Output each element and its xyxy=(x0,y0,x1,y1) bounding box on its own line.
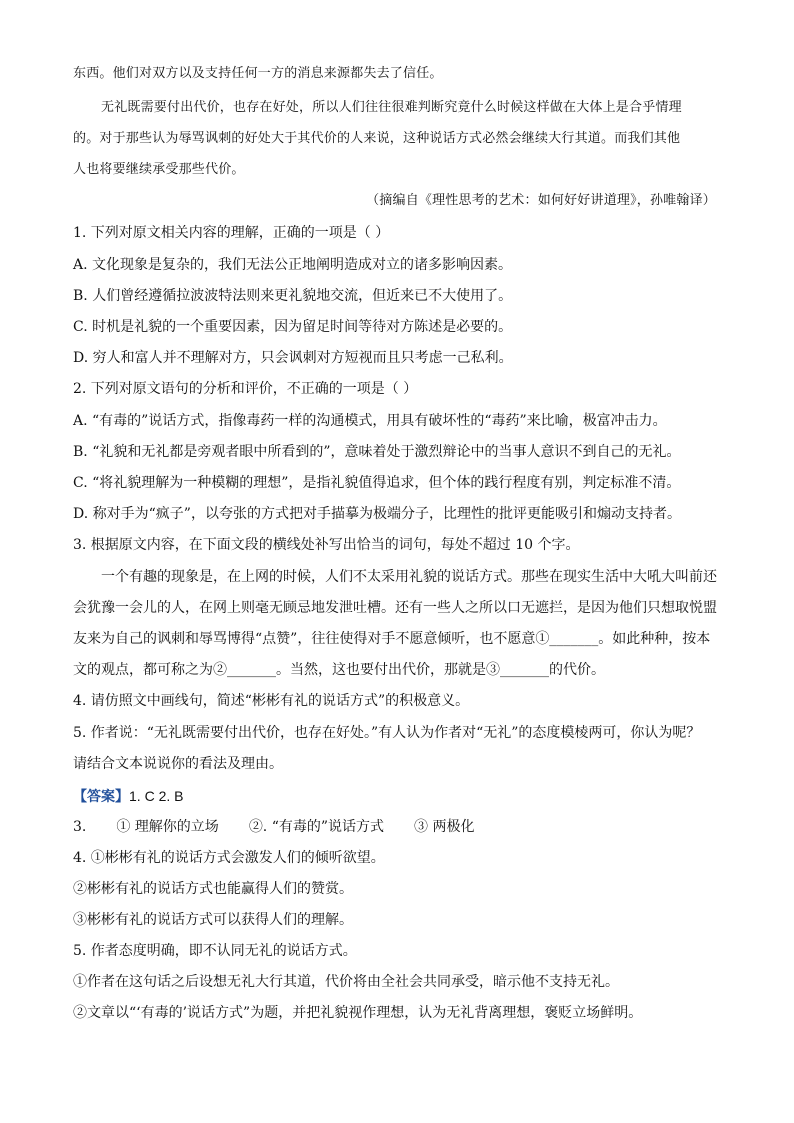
passage-line-2: 无礼既需要付出代价，也存在好处，所以人们往往很难判断究竟什么时候这样做在大体上是合乎情理 xyxy=(101,100,682,115)
question-1-option-a: A. 文化现象是复杂的，我们无法公正地阐明造成对立的诸多影响因素。 xyxy=(73,257,513,273)
passage-line-1: 东西。他们对双方以及支持任何一方的消息来源都失去了信任。 xyxy=(73,66,443,81)
passage-line-3: 的。对于那些认为辱骂讽刺的好处大于其代价的人来说，这种说话方式必然会继续大行其道。而我们其他 xyxy=(73,131,681,146)
question-4: 4. 请仿照文中画线句，简述“彬彬有礼的说话方式”的积极意义。 xyxy=(73,693,470,709)
answer-tag: 【答案】 xyxy=(73,789,129,805)
question-3-paragraph-line-4: 文的观点，都可称之为②_______。当然，这也要付出代价，那就是③_______的代价。 xyxy=(73,662,605,678)
question-2: 2. 下列对原文语句的分析和评价，不正确的一项是（ ） xyxy=(73,381,418,397)
answer-4-line-3: ③彬彬有礼的说话方式可以获得人们的理解。 xyxy=(73,912,353,928)
question-3-paragraph-line-1: 一个有趣的现象是，在上网的时候，人们不太采用礼貌的说话方式。那些在现实生活中大吼大叫前还 xyxy=(101,569,717,585)
question-1-option-b: B. 人们曾经遵循拉波波特法则来更礼貌地交流，但近来已不大使用了。 xyxy=(73,288,513,304)
question-3-paragraph-line-3: 友来为自己的讽刺和辱骂博得“点赞”，往往使得对手不愿意倾听，也不愿意①_______。如此种种，按本 xyxy=(73,631,711,647)
answer-4-line-1: 4. ①彬彬有礼的说话方式会激发人们的倾听欲望。 xyxy=(73,850,385,866)
answer-line-1 xyxy=(73,786,183,807)
question-2-option-b: B. “礼貌和无礼都是旁观者眼中所看到的”，意味着处于激烈辩论中的当事人意识不到自己的无礼。 xyxy=(73,444,681,460)
question-1-option-d: D. 穷人和富人并不理解对方，只会讽刺对方短视而且只考虑一己私利。 xyxy=(73,350,513,366)
answer-3-blank-3: ③ 两极化 xyxy=(414,819,475,835)
passage-source: （摘编自《理性思考的艺术：如何好好讲道理》，孙唯翰译） xyxy=(366,193,716,208)
question-1: 1. 下列对原文相关内容的理解，正确的一项是（ ） xyxy=(73,225,390,241)
answer-1-2: 1. C 2. B xyxy=(129,788,184,804)
question-3: 3. 根据原文内容，在下面文段的横线处补写出恰当的词句，每处不超过 10 个字。 xyxy=(73,537,580,553)
question-2-option-d: D. 称对手为“疯子”，以夸张的方式把对手描摹为极端分子，比理性的批评更能吸引和煽动支持者。 xyxy=(73,506,681,522)
question-3-paragraph-line-2: 会犹豫一会儿的人，在网上则毫无顾忌地发泄吐槽。还有一些人之所以口无遮拦，是因为他们只想取悦盟 xyxy=(73,600,717,616)
answer-3-blank-2: ②. “有毒的”说话方式 xyxy=(248,819,385,835)
answer-3-blank-1: ① 理解你的立场 xyxy=(116,819,219,835)
question-5-line-1: 5. 作者说：“无礼既需要付出代价，也存在好处。”有人认为作者对“无礼”的态度模棱两可，你认为呢？ xyxy=(73,725,701,741)
answer-3-number: 3. xyxy=(73,819,87,835)
answer-4-line-2: ②彬彬有礼的说话方式也能赢得人们的赞赏。 xyxy=(73,881,353,897)
answer-5-line-1: 5. 作者态度明确，即不认同无礼的说话方式。 xyxy=(73,943,357,959)
question-2-option-a: A. “有毒的”说话方式，指像毒药一样的沟通模式，用具有破坏性的“毒药”来比喻，极富冲击力。 xyxy=(73,413,667,429)
question-1-option-c: C. 时机是礼貌的一个重要因素，因为留足时间等待对方陈述是必要的。 xyxy=(73,319,513,335)
answer-3 xyxy=(73,817,474,837)
passage-line-4: 人也将要继续承受那些代价。 xyxy=(73,162,245,177)
answer-5-line-3: ②文章以“‘有毒的’说话方式”为题，并把礼貌视作理想，认为无礼背离理想，褒贬立场鲜明。 xyxy=(73,1005,643,1021)
answer-5-line-2: ①作者在这句话之后设想无礼大行其道，代价将由全社会共同承受，暗示他不支持无礼。 xyxy=(73,974,619,990)
question-5-line-2: 请结合文本说说你的看法及理由。 xyxy=(73,756,283,772)
question-2-option-c: C. “将礼貌理解为一种模糊的理想”，是指礼貌值得追求，但个体的践行程度有别，判定标准不清。 xyxy=(73,475,681,491)
